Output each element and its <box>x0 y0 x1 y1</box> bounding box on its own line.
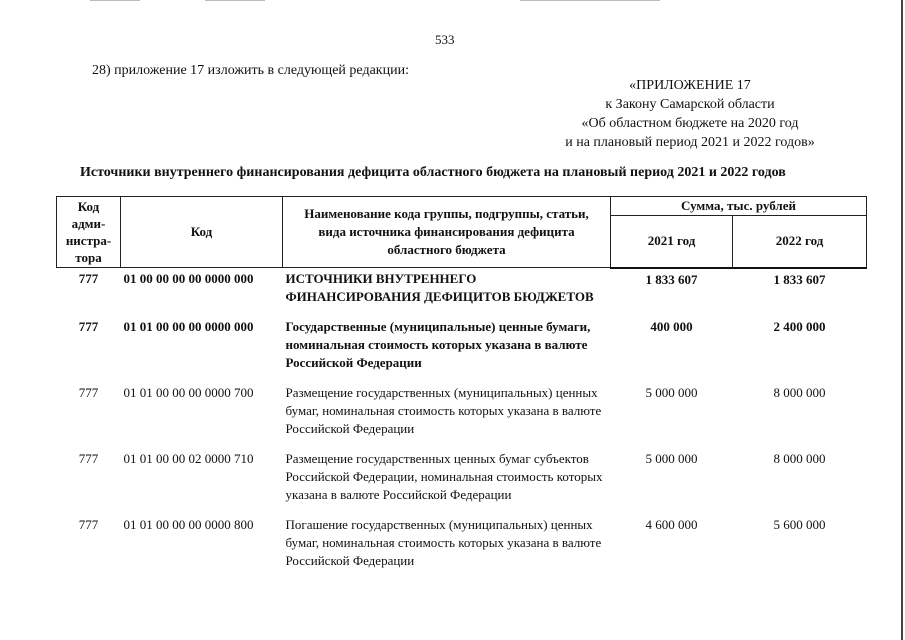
cell-2022: 2 400 000 <box>773 319 826 334</box>
header-name: Наименование кода группы, подгруппы, статьи, вида источника финансирования дефицита областного бюджета <box>283 197 611 268</box>
cell-2021: 400 000 <box>650 319 693 334</box>
scan-edge-mark <box>520 0 660 1</box>
scan-edge-mark <box>205 0 265 1</box>
header-admin-code: Код адми- нистра- тора <box>57 197 121 268</box>
cell-admin: 777 <box>78 271 99 286</box>
cell-code: 01 01 00 00 02 0000 710 <box>123 451 254 466</box>
cell-name: Размещение государственных (муниципальных) ценных бумаг, номинальная стоимость которых указана в валюте Российской Федерации <box>285 385 602 436</box>
table-row <box>57 514 867 580</box>
appendix-header-line: к Закону Самарской области <box>605 97 775 112</box>
cell-admin: 777 <box>78 319 99 334</box>
cell-2022: 8 000 000 <box>773 451 826 466</box>
cell-2021: 4 600 000 <box>645 517 698 532</box>
cell-name: ИСТОЧНИКИ ВНУТРЕННЕГО ФИНАНСИРОВАНИЯ ДЕФИЦИТОВ БЮДЖЕТОВ <box>285 271 594 304</box>
cell-2022: 8 000 000 <box>773 385 826 400</box>
cell-name: Погашение государственных (муниципальных) ценных бумаг, номинальная стоимость которых указана в валюте Российской Федерации <box>285 517 602 568</box>
table-row <box>57 316 867 382</box>
cell-code: 01 00 00 00 00 0000 000 <box>123 271 254 286</box>
scan-right-border <box>901 0 903 640</box>
document-title: Источники внутреннего финансирования дефицита областного бюджета на плановый период 2021 и 2022 годов <box>80 165 786 180</box>
cell-2022: 1 833 607 <box>773 271 826 287</box>
header-code: Код <box>121 197 283 268</box>
cell-2021: 5 000 000 <box>645 451 698 466</box>
header-year-2021: 2021 год <box>611 216 733 268</box>
cell-code: 01 01 00 00 00 0000 800 <box>123 517 254 532</box>
appendix-header-line: и на плановый период 2021 и 2022 годов» <box>565 135 815 150</box>
intro-paragraph: 28) приложение 17 изложить в следующей редакции: <box>92 63 409 78</box>
cell-name: Государственные (муниципальные) ценные бумаги, номинальная стоимость которых указана в валюте Российской Федерации <box>285 319 591 370</box>
header-year-2022: 2022 год <box>733 216 867 268</box>
financing-sources-table <box>56 196 867 580</box>
cell-2021: 5 000 000 <box>645 385 698 400</box>
cell-code: 01 01 00 00 00 0000 000 <box>123 319 254 334</box>
table-row <box>57 268 867 317</box>
cell-admin: 777 <box>78 517 99 532</box>
scan-edge-mark <box>90 0 140 1</box>
page-number: 533 <box>435 32 455 47</box>
cell-2021: 1 833 607 <box>645 271 698 287</box>
table-row <box>57 448 867 514</box>
cell-code: 01 01 00 00 00 0000 700 <box>123 385 254 400</box>
appendix-header-line: «Об областном бюджете на 2020 год <box>581 116 799 131</box>
appendix-header-line: «ПРИЛОЖЕНИЕ 17 <box>629 78 751 93</box>
cell-name: Размещение государственных ценных бумаг субъектов Российской Федерации, номинальная стоимость которых указана в валюте Российской Федерации <box>285 451 603 502</box>
cell-admin: 777 <box>78 385 99 400</box>
appendix-header <box>500 76 880 152</box>
table-row <box>57 382 867 448</box>
header-sum: Сумма, тыс. рублей <box>611 197 867 216</box>
cell-admin: 777 <box>78 451 99 466</box>
cell-2022: 5 600 000 <box>773 517 826 532</box>
